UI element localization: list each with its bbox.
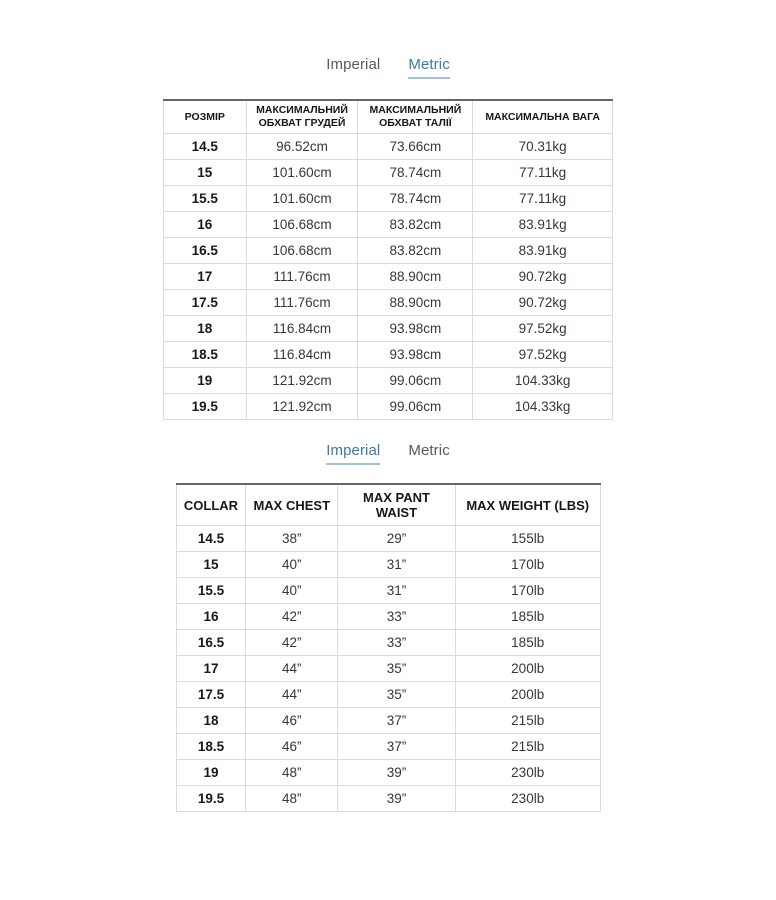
size-cell: 15.5 — [164, 186, 247, 212]
tab-metric[interactable]: Metric — [408, 56, 449, 79]
table-row — [164, 186, 613, 212]
value-cell: 170lb — [455, 578, 600, 604]
table-row — [164, 342, 613, 368]
column-header: COLLAR — [176, 484, 246, 526]
size-cell: 15 — [176, 552, 246, 578]
value-cell: 93.98cm — [358, 316, 473, 342]
value-cell: 111.76cm — [246, 264, 358, 290]
value-cell: 29” — [338, 526, 456, 552]
size-cell: 18 — [164, 316, 247, 342]
value-cell: 155lb — [455, 526, 600, 552]
column-header: МАКСИМАЛЬНИЙ ОБХВАТ ТАЛІЇ — [358, 100, 473, 134]
table-row — [164, 212, 613, 238]
table-row — [176, 604, 600, 630]
column-header: РОЗМІР — [164, 100, 247, 134]
value-cell: 83.91kg — [473, 212, 613, 238]
value-cell: 97.52kg — [473, 316, 613, 342]
table-row — [176, 786, 600, 812]
value-cell: 88.90cm — [358, 290, 473, 316]
value-cell: 97.52kg — [473, 342, 613, 368]
column-header: MAX CHEST — [246, 484, 338, 526]
table-row — [176, 734, 600, 760]
value-cell: 39” — [338, 786, 456, 812]
size-cell: 17.5 — [164, 290, 247, 316]
value-cell: 200lb — [455, 656, 600, 682]
size-cell: 15.5 — [176, 578, 246, 604]
table-row — [164, 290, 613, 316]
value-cell: 90.72kg — [473, 264, 613, 290]
value-cell: 39” — [338, 760, 456, 786]
table-row — [176, 526, 600, 552]
size-cell: 16.5 — [164, 238, 247, 264]
value-cell: 83.82cm — [358, 212, 473, 238]
value-cell: 111.76cm — [246, 290, 358, 316]
table-row — [176, 682, 600, 708]
value-cell: 48” — [246, 786, 338, 812]
table-row — [176, 630, 600, 656]
value-cell: 200lb — [455, 682, 600, 708]
table-row — [164, 394, 613, 420]
unit-toggle-imperial-section — [0, 420, 776, 465]
table-row — [176, 578, 600, 604]
size-cell: 19.5 — [176, 786, 246, 812]
metric-size-table — [163, 99, 613, 420]
value-cell: 35” — [338, 656, 456, 682]
value-cell: 230lb — [455, 786, 600, 812]
size-cell: 16.5 — [176, 630, 246, 656]
value-cell: 31” — [338, 578, 456, 604]
size-cell: 18.5 — [164, 342, 247, 368]
value-cell: 44” — [246, 682, 338, 708]
metric-size-section — [0, 0, 776, 420]
value-cell: 38” — [246, 526, 338, 552]
value-cell: 88.90cm — [358, 264, 473, 290]
value-cell: 121.92cm — [246, 368, 358, 394]
size-cell: 15 — [164, 160, 247, 186]
value-cell: 170lb — [455, 552, 600, 578]
header-row — [176, 484, 600, 526]
value-cell: 90.72kg — [473, 290, 613, 316]
size-cell: 16 — [164, 212, 247, 238]
value-cell: 83.91kg — [473, 238, 613, 264]
value-cell: 106.68cm — [246, 212, 358, 238]
value-cell: 37” — [338, 708, 456, 734]
imperial-size-table — [176, 483, 601, 812]
value-cell: 40” — [246, 578, 338, 604]
value-cell: 230lb — [455, 760, 600, 786]
unit-toggle-metric-section — [0, 0, 776, 79]
value-cell: 104.33kg — [473, 368, 613, 394]
size-cell: 17 — [164, 264, 247, 290]
size-cell: 19.5 — [164, 394, 247, 420]
value-cell: 42” — [246, 604, 338, 630]
table-row — [164, 368, 613, 394]
size-cell: 19 — [164, 368, 247, 394]
table-row — [164, 316, 613, 342]
value-cell: 116.84cm — [246, 342, 358, 368]
column-header: МАКСИМАЛЬНИЙ ОБХВАТ ГРУДЕЙ — [246, 100, 358, 134]
size-cell: 16 — [176, 604, 246, 630]
size-cell: 17 — [176, 656, 246, 682]
value-cell: 44” — [246, 656, 338, 682]
table-row — [164, 160, 613, 186]
value-cell: 33” — [338, 630, 456, 656]
size-cell: 14.5 — [176, 526, 246, 552]
value-cell: 46” — [246, 708, 338, 734]
table-row — [176, 552, 600, 578]
value-cell: 215lb — [455, 708, 600, 734]
value-cell: 31” — [338, 552, 456, 578]
table-row — [176, 708, 600, 734]
value-cell: 73.66cm — [358, 134, 473, 160]
column-header: MAX WEIGHT (LBS) — [455, 484, 600, 526]
value-cell: 101.60cm — [246, 160, 358, 186]
value-cell: 70.31kg — [473, 134, 613, 160]
value-cell: 77.11kg — [473, 160, 613, 186]
value-cell: 78.74cm — [358, 186, 473, 212]
tab-imperial[interactable]: Imperial — [326, 56, 381, 73]
value-cell: 116.84cm — [246, 316, 358, 342]
size-cell: 14.5 — [164, 134, 247, 160]
value-cell: 78.74cm — [358, 160, 473, 186]
value-cell: 101.60cm — [246, 186, 358, 212]
value-cell: 104.33kg — [473, 394, 613, 420]
tab-imperial[interactable]: Imperial — [326, 442, 380, 465]
value-cell: 185lb — [455, 630, 600, 656]
value-cell: 106.68cm — [246, 238, 358, 264]
column-header: MAX PANT WAIST — [338, 484, 456, 526]
value-cell: 33” — [338, 604, 456, 630]
imperial-size-section — [0, 420, 776, 812]
header-row — [164, 100, 613, 134]
value-cell: 35” — [338, 682, 456, 708]
size-cell: 17.5 — [176, 682, 246, 708]
value-cell: 46” — [246, 734, 338, 760]
table-row — [164, 238, 613, 264]
value-cell: 83.82cm — [358, 238, 473, 264]
column-header: МАКСИМАЛЬНА ВАГА — [473, 100, 613, 134]
value-cell: 99.06cm — [358, 394, 473, 420]
value-cell: 40” — [246, 552, 338, 578]
table-row — [176, 760, 600, 786]
value-cell: 48” — [246, 760, 338, 786]
value-cell: 37” — [338, 734, 456, 760]
value-cell: 99.06cm — [358, 368, 473, 394]
table-row — [176, 656, 600, 682]
value-cell: 96.52cm — [246, 134, 358, 160]
value-cell: 42” — [246, 630, 338, 656]
table-row — [164, 264, 613, 290]
tab-metric[interactable]: Metric — [408, 442, 450, 460]
size-cell: 19 — [176, 760, 246, 786]
value-cell: 93.98cm — [358, 342, 473, 368]
value-cell: 215lb — [455, 734, 600, 760]
table-row — [164, 134, 613, 160]
value-cell: 121.92cm — [246, 394, 358, 420]
size-cell: 18.5 — [176, 734, 246, 760]
size-cell: 18 — [176, 708, 246, 734]
value-cell: 185lb — [455, 604, 600, 630]
value-cell: 77.11kg — [473, 186, 613, 212]
